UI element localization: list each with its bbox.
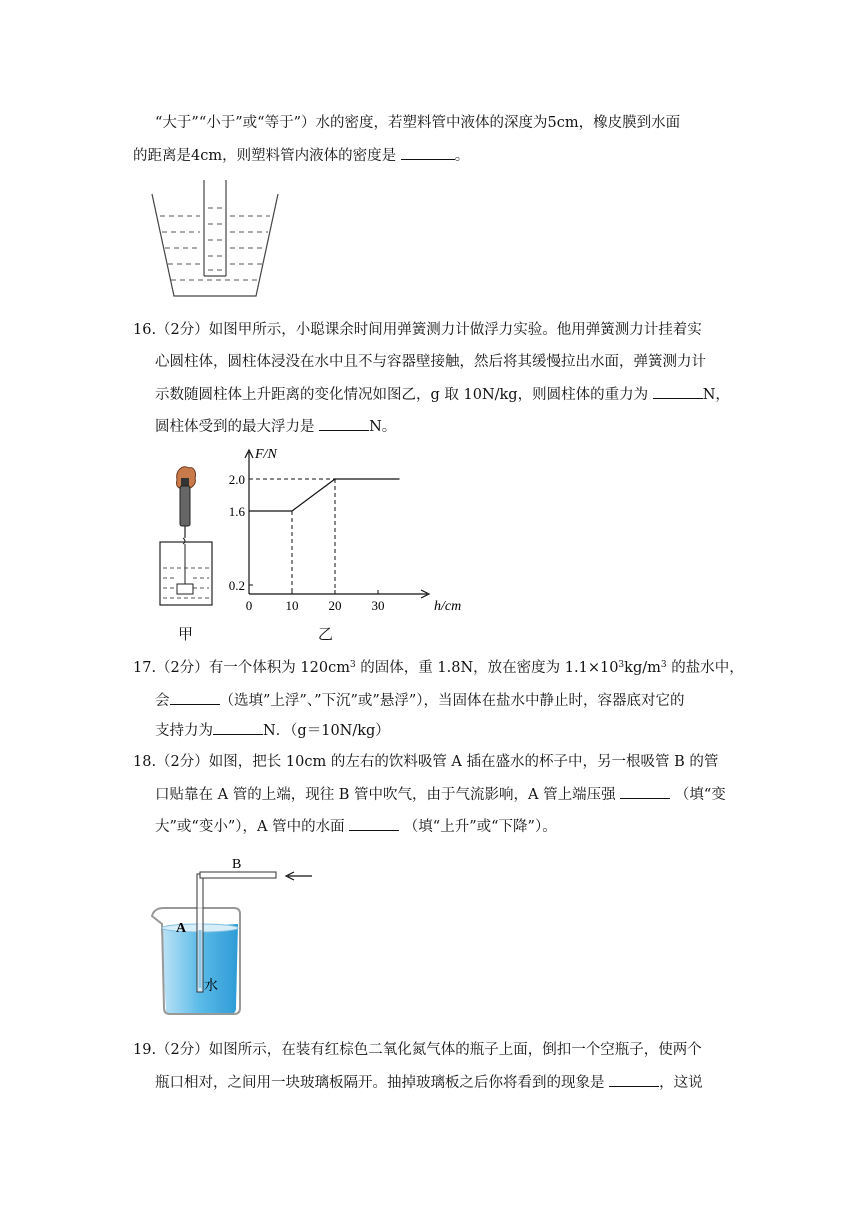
q18-line-2 <box>155 784 726 805</box>
answer-blank[interactable] <box>319 416 369 431</box>
q16-text-4: 圆柱体受到的最大浮力是 <box>155 419 315 435</box>
force-height-graph <box>222 446 482 614</box>
straw-a <box>197 874 203 992</box>
q18-line-3 <box>155 816 557 837</box>
q15-line-2 <box>133 145 469 166</box>
q18-text-1: 18.（2分）如图，把长 10cm 的左右的饮料吸管 A 插在盛水的杯子中，另一根吸管 B 的管 <box>133 754 719 770</box>
q15-line-1 <box>155 113 680 133</box>
force-series-line <box>249 479 400 511</box>
q17-sup-2: 3 <box>618 660 625 670</box>
q18-text-2b: （填“变 <box>674 787 726 803</box>
q18-text-3a: 大”或“变小”），A 管中的水面 <box>155 819 345 835</box>
q18-text-2a: 口贴靠在 A 管的上端，现往 B 管中吹气，由于气流影响，A 管上端压强 <box>155 787 616 803</box>
label-b: B <box>232 857 242 872</box>
x-axis-label: h/cm <box>434 599 462 614</box>
q19-text-2a: 瓶口相对，之间用一块玻璃板隔开。抽掉玻璃板之后你将看到的现象是 <box>155 1075 605 1091</box>
q15-text-2: 的距离是4cm，则塑料管内液体的密度是 <box>133 148 397 164</box>
q16-text-3-end: N， <box>702 387 730 403</box>
q18-text-3b: （填“上升”或“下降”）。 <box>403 819 557 835</box>
label-water: 水 <box>204 978 218 994</box>
q19-line-2 <box>155 1072 703 1093</box>
q17-text-2a: 会 <box>155 693 170 709</box>
straw-cup-figure <box>148 852 328 1016</box>
q17-text-1c: kg/m <box>624 660 661 676</box>
q16-text-4-end: N。 <box>369 419 397 435</box>
answer-blank[interactable] <box>213 720 263 735</box>
q17-line-3 <box>155 720 390 741</box>
q17-sup-3: 3 <box>660 660 667 670</box>
q17-text-2b: （选填”上浮”、”下沉”或”悬浮”），当固体在盐水中静止时，容器底对它的 <box>219 693 685 709</box>
q16-line-3 <box>155 384 730 405</box>
hand-icon <box>176 467 195 489</box>
q16-text-1: 16.（2分）如图甲所示，小聪课余时间用弹簧测力计做浮力实验。他用弹簧测力计挂着实 <box>133 322 702 338</box>
q19-text-1: 19.（2分）如图所示，在装有红棕色二氧化氮气体的瓶子上面，倒扣一个空瓶子，使两个 <box>133 1042 702 1058</box>
q18-line-1 <box>133 752 718 772</box>
q16-line-4 <box>155 416 396 437</box>
y-tick-label: 1.6 <box>228 504 245 519</box>
fig-label-jia: 甲 <box>178 625 194 643</box>
straw-b <box>200 872 276 878</box>
x-tick-label: 0 <box>245 598 253 613</box>
q16-line-2 <box>155 352 706 372</box>
q16-text-3: 示数随圆柱体上升距离的变化情况如图乙，g 取 10N/kg，则圆柱体的重力为 <box>155 387 649 403</box>
q19-line-1 <box>133 1040 702 1060</box>
y-axis <box>245 450 253 594</box>
x-tick-label: 10 <box>285 598 299 613</box>
q17-line-1 <box>133 658 744 678</box>
q17-text-3b: N．（g＝10N/kg） <box>263 723 390 739</box>
answer-blank[interactable] <box>170 690 220 705</box>
label-a: A <box>176 921 187 936</box>
q19-text-2b: ，这说 <box>659 1075 703 1091</box>
q17-line-2 <box>155 690 684 711</box>
q15-text-2-end: 。 <box>454 148 470 164</box>
answer-blank[interactable] <box>609 1072 659 1087</box>
answer-blank[interactable] <box>620 784 670 799</box>
q17-text-3a: 支持力为 <box>155 723 213 739</box>
q17-text-1d: 的盐水中， <box>666 660 744 676</box>
y-tick-label: 2.0 <box>228 472 245 487</box>
q15-text-1: “大于”“小于”或“等于”）水的密度，若塑料管中液体的深度为5cm，橡皮膜到水面 <box>155 115 681 131</box>
beaker-tube-figure <box>148 178 282 300</box>
q17-text-1b: 的固体，重 1.8N，放在密度为 1.1×10 <box>355 660 619 676</box>
x-tick-label: 30 <box>371 598 385 613</box>
answer-blank[interactable] <box>401 145 455 160</box>
fig-label-yi: 乙 <box>318 625 334 643</box>
answer-blank[interactable] <box>653 384 703 399</box>
q17-text-1a: 17.（2分）有一个体积为 120cm <box>133 660 350 676</box>
y-axis-label: F/N <box>255 447 277 462</box>
q17-sup-1: 3 <box>349 660 356 670</box>
answer-blank[interactable] <box>349 816 399 831</box>
arrow-left-icon <box>286 872 312 880</box>
q16-line-1 <box>133 320 702 340</box>
x-tick-label: 20 <box>328 598 342 613</box>
x-axis <box>249 590 429 598</box>
q16-text-2: 心圆柱体，圆柱体浸没在水中且不与容器壁接触，然后将其缓慢拉出水面，弹簧测力计 <box>155 354 706 370</box>
y-tick-label: 0.2 <box>228 578 245 593</box>
